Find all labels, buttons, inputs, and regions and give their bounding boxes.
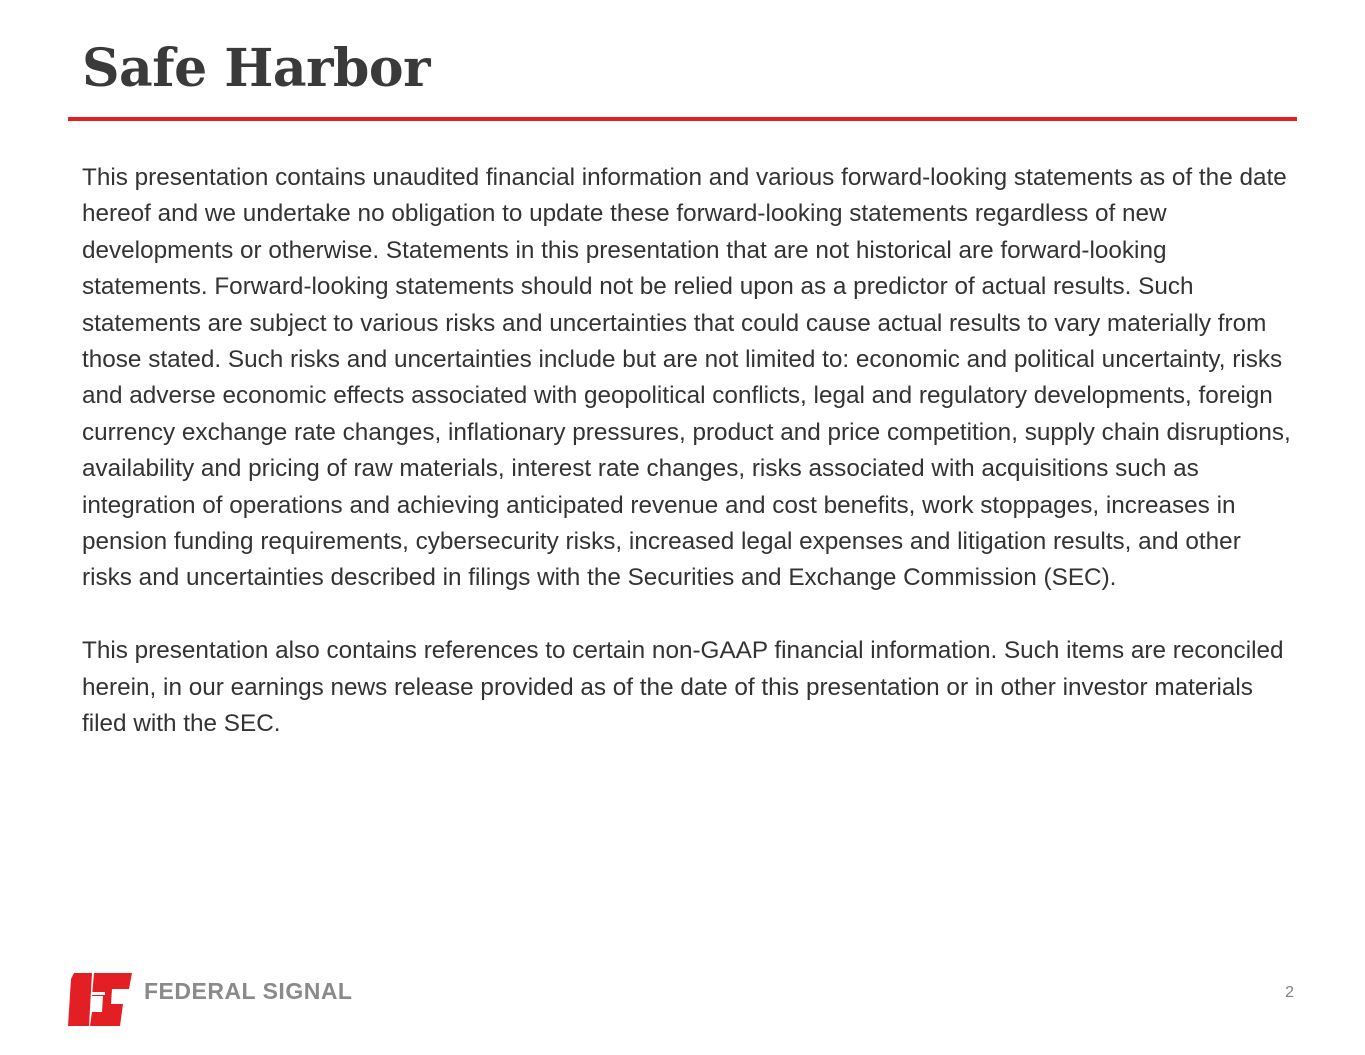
safe-harbor-body <box>82 160 1292 742</box>
federal-signal-fs-logo-icon <box>68 970 132 1028</box>
company-logo <box>68 970 353 1028</box>
page-title: Safe Harbor <box>82 38 430 99</box>
disclaimer-paragraph-non-gaap: This presentation also contains references to certain non-GAAP financial information. Such items are reconciled herein, in our earnings news release provided as of the date of this presentation or in other investor materials filed with the SEC. <box>82 637 1284 738</box>
page-number: 2 <box>1285 984 1294 1001</box>
title-underline-divider <box>68 117 1297 121</box>
disclaimer-paragraph-forward-looking: This presentation contains unaudited financial information and various forward-looking statements as of the date hereof and we undertake no obligation to update these forward-looking statements regardless of new developments or otherwise. Statements in this presentation that are not historical are forward-looking statements. Forward-looking statements should not be relied upon as a predictor of actual results. Such statements are subject to various risks and uncertainties that could cause actual results to vary materially from those stated. Such risks and uncertainties include but are not limited to: economic and political uncertainty, risks and adverse economic effects associated with geopolitical conflicts, legal and regulatory developments, foreign currency exchange rate changes, inflationary pressures, product and price competition, supply chain disruptions, availability and pricing of raw materials, interest rate changes, risks associated with acquisitions such as integration of operations and achieving anticipated revenue and cost benefits, work stoppages, increases in pension funding requirements, cybersecurity risks, increased legal expenses and litigation results, and other risks and uncertainties described in filings with the Securities and Exchange Commission (SEC). <box>82 164 1291 592</box>
logo-wordmark: FEDERAL SIGNAL <box>144 977 353 1004</box>
